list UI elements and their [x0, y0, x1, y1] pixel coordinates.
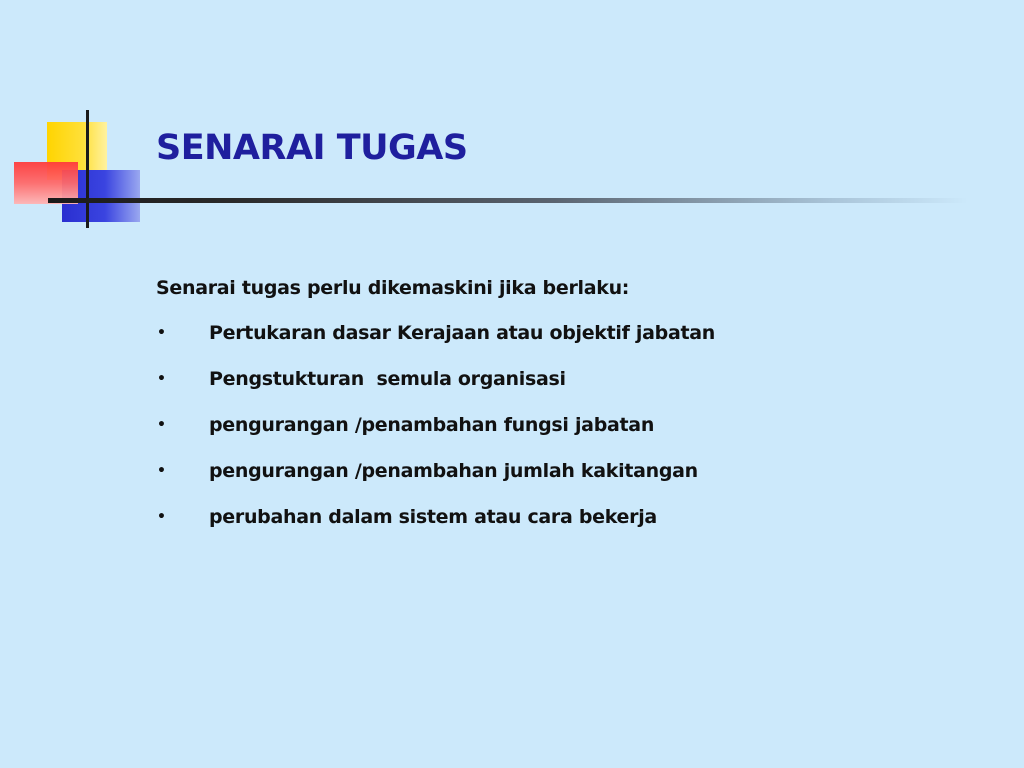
- title-underline: [48, 198, 968, 203]
- slide-body: [156, 276, 956, 551]
- list-item: [156, 321, 956, 345]
- bullet-icon: •: [157, 417, 166, 433]
- list-item-text: Pertukaran dasar Kerajaan atau objektif jabatan: [209, 322, 715, 344]
- list-item: [156, 505, 956, 529]
- list-item-text: pengurangan /penambahan jumlah kakitangan: [209, 460, 698, 482]
- bullet-list: [156, 321, 956, 529]
- bullet-icon: •: [157, 371, 166, 387]
- list-item-text: Pengstukturan semula organisasi: [209, 368, 566, 390]
- decorative-squares: [0, 0, 140, 240]
- list-item-text: pengurangan /penambahan fungsi jabatan: [209, 414, 655, 436]
- list-item: [156, 413, 956, 437]
- slide-title: SENARAI TUGAS: [156, 128, 468, 168]
- list-item: [156, 367, 956, 391]
- intro-text: Senarai tugas perlu dikemaskini jika berlaku:: [156, 277, 630, 299]
- list-item: [156, 459, 956, 483]
- bullet-icon: •: [157, 463, 166, 479]
- bullet-icon: •: [157, 509, 166, 525]
- vertical-divider: [86, 110, 89, 228]
- list-item-text: perubahan dalam sistem atau cara bekerja: [209, 506, 657, 528]
- bullet-icon: •: [157, 325, 166, 341]
